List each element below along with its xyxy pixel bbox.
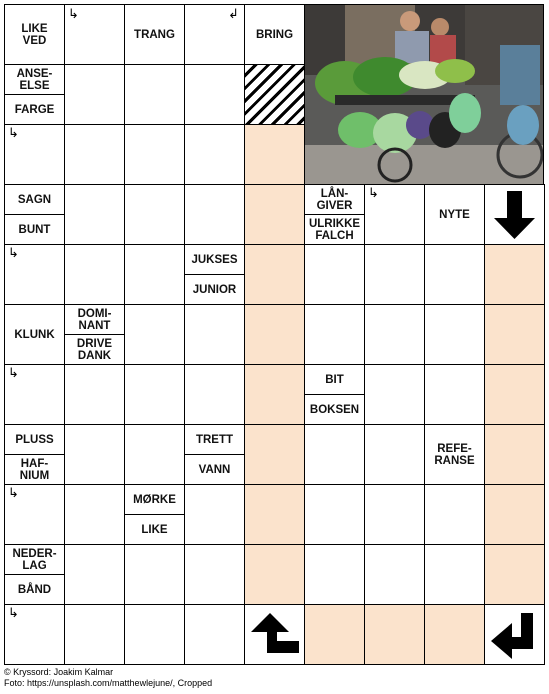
answer-cell[interactable]: [124, 124, 185, 185]
answer-cell[interactable]: [124, 244, 185, 305]
solution-cell[interactable]: [244, 124, 305, 185]
solution-cell[interactable]: [244, 364, 305, 425]
author-credit: © Kryssord: Joakim Kalmar: [4, 667, 114, 677]
answer-cell[interactable]: [124, 304, 185, 365]
clue-hafnium: HAF- NIUM: [4, 454, 65, 485]
clue-bring: BRING: [244, 4, 305, 65]
clue-morke: MØRKE: [124, 484, 185, 515]
answer-cell[interactable]: [64, 424, 125, 485]
answer-cell[interactable]: [364, 544, 425, 605]
answer-cell[interactable]: [184, 544, 245, 605]
credits: [4, 667, 212, 689]
clue-vann: VANN: [184, 454, 245, 485]
answer-cell[interactable]: [424, 244, 485, 305]
answer-cell[interactable]: [424, 544, 485, 605]
answer-cell[interactable]: [184, 184, 245, 245]
solution-cell[interactable]: [484, 424, 545, 485]
turn-up-arrow-cell: [244, 604, 305, 665]
direction-arrow-icon: ↲: [228, 6, 239, 21]
clue-ulrikke-falch: ULRIKKE FALCH: [304, 214, 365, 245]
answer-cell[interactable]: [424, 304, 485, 365]
answer-cell[interactable]: [364, 304, 425, 365]
solution-cell[interactable]: [484, 244, 545, 305]
turn-left-arrow-cell: [484, 604, 545, 665]
arrow-down-left-icon: [485, 605, 544, 664]
direction-arrow-icon: ↳: [8, 245, 19, 260]
answer-cell[interactable]: [304, 544, 365, 605]
direction-arrow-icon: ↳: [8, 125, 19, 140]
clue-trang: TRANG: [124, 4, 185, 65]
answer-cell[interactable]: [304, 424, 365, 485]
answer-cell[interactable]: [364, 484, 425, 545]
answer-cell[interactable]: [64, 184, 125, 245]
clue-like: LIKE: [124, 514, 185, 545]
solution-cell[interactable]: [484, 544, 545, 605]
clue-farge: FARGE: [4, 94, 65, 125]
answer-cell[interactable]: [424, 364, 485, 425]
direction-arrow-icon: ↳: [8, 365, 19, 380]
clue-nyte: NYTE: [424, 184, 485, 245]
answer-cell[interactable]: [124, 64, 185, 125]
answer-cell[interactable]: [64, 64, 125, 125]
answer-cell[interactable]: [124, 364, 185, 425]
photo-credit: Foto: https://unsplash.com/matthewlejune/, Cropped: [4, 678, 213, 688]
clue-klunk: KLUNK: [4, 304, 65, 365]
solution-cell[interactable]: [244, 184, 305, 245]
answer-cell[interactable]: [124, 544, 185, 605]
direction-arrow-icon: ↳: [8, 605, 19, 620]
direction-arrow-icon: ↳: [68, 6, 79, 21]
answer-cell[interactable]: [184, 484, 245, 545]
answer-cell[interactable]: [64, 364, 125, 425]
solution-cell[interactable]: [244, 484, 305, 545]
clue-bit: BIT: [304, 364, 365, 395]
answer-cell[interactable]: [184, 64, 245, 125]
arrow-up-right-icon: [245, 605, 304, 664]
answer-cell[interactable]: [364, 364, 425, 425]
answer-cell[interactable]: [184, 124, 245, 185]
solution-cell[interactable]: [244, 424, 305, 485]
clue-dominant: DOMI- NANT: [64, 304, 125, 335]
answer-cell[interactable]: [184, 604, 245, 665]
answer-cell[interactable]: [64, 544, 125, 605]
answer-cell[interactable]: [364, 424, 425, 485]
answer-cell[interactable]: [304, 484, 365, 545]
direction-arrow-icon: ↳: [368, 185, 379, 200]
answer-cell[interactable]: [64, 484, 125, 545]
clue-nederlag: NEDER- LAG: [4, 544, 65, 575]
clue-band: BÅND: [4, 574, 65, 605]
solution-cell[interactable]: [364, 604, 425, 665]
clue-pluss: PLUSS: [4, 424, 65, 455]
answer-cell[interactable]: [124, 604, 185, 665]
clue-anse-else: ANSE- ELSE: [4, 64, 65, 95]
clue-junior: JUNIOR: [184, 274, 245, 305]
solution-cell[interactable]: [484, 364, 545, 425]
clue-jukses: JUKSES: [184, 244, 245, 275]
answer-cell[interactable]: [304, 244, 365, 305]
clue-langiver: LÅN- GIVER: [304, 184, 365, 215]
solution-cell[interactable]: [244, 244, 305, 305]
clue-like-ved: LIKE VED: [4, 4, 65, 65]
solution-cell[interactable]: [424, 604, 485, 665]
direction-arrow-icon: ↳: [8, 485, 19, 500]
solution-cell[interactable]: [304, 604, 365, 665]
answer-cell[interactable]: [304, 304, 365, 365]
crossword-grid: [4, 4, 544, 664]
solution-cell[interactable]: [484, 304, 545, 365]
arrow-down-icon: [485, 185, 544, 244]
answer-cell[interactable]: [424, 484, 485, 545]
answer-cell[interactable]: [64, 124, 125, 185]
solution-cell[interactable]: [244, 544, 305, 605]
clue-referanse: REFE- RANSE: [424, 424, 485, 485]
answer-cell[interactable]: [64, 244, 125, 305]
blocked-cell: [244, 64, 305, 125]
clue-bunt: BUNT: [4, 214, 65, 245]
solution-cell[interactable]: [244, 304, 305, 365]
clue-drive-dank: DRIVE DANK: [64, 334, 125, 365]
answer-cell[interactable]: [184, 364, 245, 425]
down-arrow-cell: [484, 184, 545, 245]
answer-cell[interactable]: [124, 184, 185, 245]
answer-cell[interactable]: [124, 424, 185, 485]
answer-cell[interactable]: [184, 304, 245, 365]
clue-trett: TRETT: [184, 424, 245, 455]
answer-cell[interactable]: [64, 604, 125, 665]
market-vendor-photo: [304, 4, 544, 185]
clue-sagn: SAGN: [4, 184, 65, 215]
answer-cell[interactable]: [364, 244, 425, 305]
solution-cell[interactable]: [484, 484, 545, 545]
clue-boksen: BOKSEN: [304, 394, 365, 425]
